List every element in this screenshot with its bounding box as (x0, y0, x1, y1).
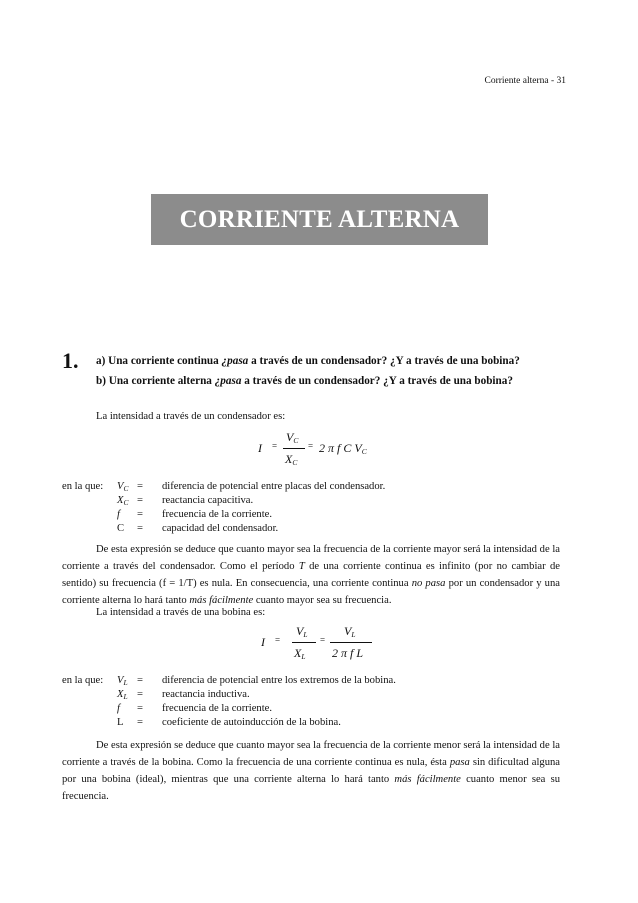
capacitor-definitions (117, 481, 385, 537)
cap-def-row (117, 523, 385, 537)
coil-def-row (117, 703, 396, 717)
question-b-text-2: a través de un condensador? ¿Y a través de una bobina? (244, 375, 513, 387)
question-a (96, 355, 520, 367)
cap-para-text-3: por un condensador y una corriente alterna lo hará tanto (62, 578, 560, 606)
coil-lead: en la que: (62, 675, 104, 686)
cap-def-equals: = (137, 509, 143, 520)
coil-def-desc: diferencia de potencial entre los extremos de la bobina. (162, 675, 396, 686)
coil-def-symbol: f (117, 703, 120, 714)
cap-eq-denominator (285, 452, 297, 467)
cap-def-equals: = (137, 523, 143, 534)
coil-eq-fraction-bar-1 (292, 642, 316, 643)
cap-eq-equals-2: = (308, 441, 314, 451)
cap-def-row (117, 481, 385, 495)
coil-equation (258, 622, 388, 666)
coil-def-symbol: $X_L$ (117, 689, 128, 701)
coil-eq-V: V (296, 624, 304, 638)
coil-paragraph (62, 737, 560, 805)
cap-def-desc: reactancia capacitiva. (162, 495, 254, 506)
cap-para-facil: más fácilmente (189, 595, 254, 606)
cap-para-text-4: cuanto mayor sea su frecuencia. (255, 595, 392, 606)
question-a-label: a) (96, 355, 106, 367)
coil-eq-X: X (294, 646, 302, 660)
coil-eq-V2-sub: L (351, 630, 356, 639)
coil-def-desc: coeficiente de autoinducción de la bobina. (162, 717, 341, 728)
capacitor-paragraph (62, 541, 560, 609)
cap-eq-X-sub: C (292, 458, 298, 467)
coil-eq-V2: V (344, 624, 352, 638)
question-number: 1. (62, 348, 79, 373)
coil-def-equals: = (137, 689, 143, 700)
coil-definitions (117, 675, 396, 731)
coil-eq-equals-2: = (320, 635, 326, 645)
coil-def-row (117, 717, 396, 731)
cap-def-desc: frecuencia de la corriente. (162, 509, 272, 520)
capacitor-intro: La intensidad a través de un condensador es: (96, 411, 286, 422)
coil-eq-I: I (261, 635, 265, 649)
coil-eq-equals-1: = (275, 635, 281, 645)
cap-def-row (117, 509, 385, 523)
coil-def-equals: = (137, 675, 143, 686)
cap-def-desc: diferencia de potencial entre placas del condensador. (162, 481, 386, 492)
cap-para-text-2: de una corriente continua es infinito (por no cambiar de sentido) su frecuencia (f = 1/T) es nula. En consecuencia, una corriente continua (62, 561, 560, 589)
question-a-italic: ¿pasa (221, 355, 249, 367)
cap-def-equals: = (137, 495, 143, 506)
coil-def-symbol: $V_L$ (117, 675, 128, 687)
cap-eq-V: V (286, 430, 294, 444)
chapter-title: CORRIENTE ALTERNA (179, 206, 460, 233)
question-b (96, 375, 513, 387)
running-head: Corriente alterna - 31 (484, 76, 566, 86)
coil-def-equals: = (137, 717, 143, 728)
coil-eq-denominator-1 (294, 646, 306, 661)
cap-eq-X: X (285, 452, 293, 466)
cap-eq-I: I (258, 441, 262, 455)
cap-def-row (117, 495, 385, 509)
cap-eq-rhs-text: 2 π f C V (319, 441, 362, 455)
question-b-label: b) (96, 375, 106, 387)
coil-def-equals: = (137, 703, 143, 714)
cap-eq-rhs-sub: C (361, 447, 367, 456)
chapter-title-box (151, 194, 488, 245)
coil-def-desc: frecuencia de la corriente. (162, 703, 272, 714)
coil-def-symbol: L (117, 717, 124, 728)
cap-para-T: T (298, 561, 305, 572)
coil-para-text-1: De esta expresión se deduce que cuanto mayor sea la frecuencia de la corriente menor será la intensidad de la corriente a través de la bobina. Como la frecuencia de una corriente continua es nula, ésta (62, 740, 560, 768)
question-a-text-2: a través de un condensador? ¿Y a través de una bobina? (251, 355, 520, 367)
question-b-italic: ¿pasa (214, 375, 242, 387)
coil-eq-numerator-1 (296, 624, 308, 639)
coil-def-row (117, 689, 396, 703)
capacitor-equation (255, 428, 405, 472)
cap-def-symbol: f (117, 509, 120, 520)
cap-para-nopasa: no pasa (411, 578, 446, 589)
cap-def-symbol: $X_C$ (117, 495, 129, 507)
coil-eq-denominator-2: 2 π f L (332, 646, 364, 660)
cap-eq-numerator (286, 430, 298, 445)
coil-def-row (117, 675, 396, 689)
coil-eq-X-sub: L (301, 652, 306, 661)
coil-para-facil: más fácilmente (394, 774, 461, 785)
cap-eq-equals-1: = (272, 441, 278, 451)
cap-def-equals: = (137, 481, 143, 492)
coil-para-pasa: pasa (449, 757, 470, 768)
coil-eq-V-sub: L (303, 630, 308, 639)
capacitor-lead: en la que: (62, 481, 104, 492)
coil-intro: La intensidad a través de una bobina es: (96, 607, 266, 618)
cap-para-text-1: De esta expresión se deduce que cuanto mayor sea la frecuencia de la corriente mayor será la intensidad de la corriente a través del condensador. Como el período (62, 544, 560, 572)
cap-def-symbol: C (117, 523, 125, 534)
cap-eq-fraction-bar (283, 448, 305, 449)
coil-eq-fraction-bar-2 (330, 642, 372, 643)
coil-para-text-2: sin dificultad alguna por una bobina (ideal), mientras que una corriente alterna lo hará tanto (62, 757, 560, 785)
coil-para-text-3: cuanto menor sea su frecuencia. (62, 774, 560, 802)
coil-def-desc: reactancia inductiva. (162, 689, 250, 700)
question-b-text-1: Una corriente alterna (108, 375, 212, 387)
cap-def-desc: capacidad del condensador. (162, 523, 279, 534)
question-a-text-1: Una corriente continua (108, 355, 219, 367)
coil-eq-numerator-2 (344, 624, 356, 639)
cap-eq-rhs (319, 441, 367, 456)
cap-def-symbol: $V_C$ (117, 481, 129, 493)
cap-eq-V-sub: C (293, 436, 299, 445)
